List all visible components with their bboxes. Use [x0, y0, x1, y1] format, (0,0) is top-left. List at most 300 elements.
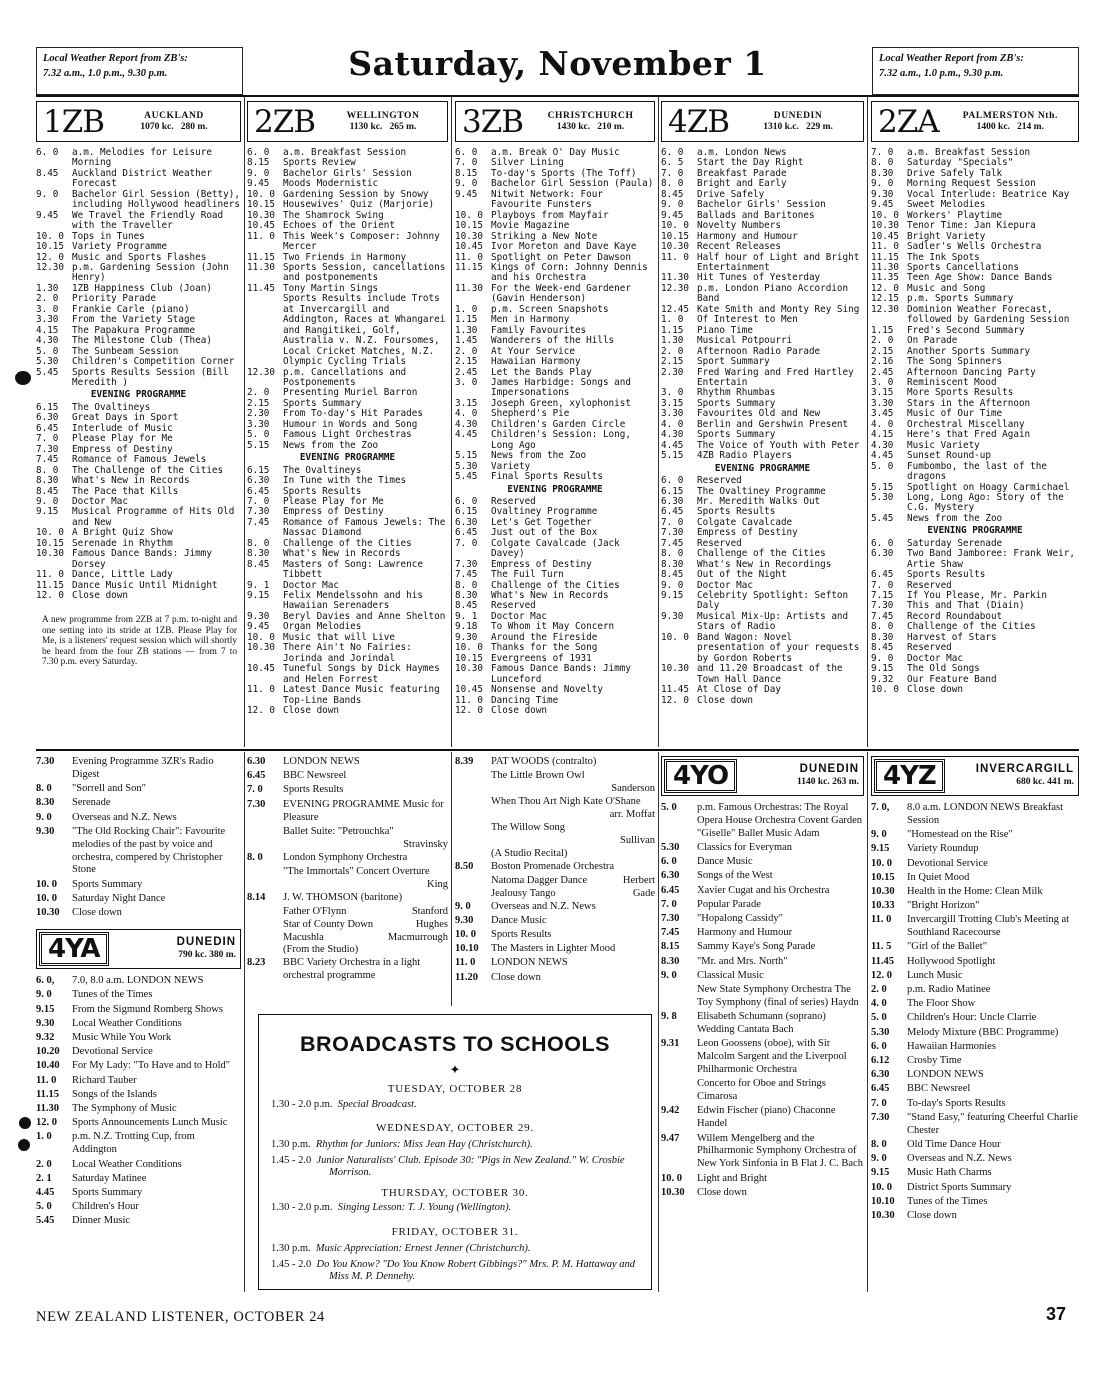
programme-title: Challenge of the Cities — [907, 621, 1036, 633]
programme-time: 2. 0 — [661, 345, 684, 357]
programme-title: Devotional Service — [72, 1046, 153, 1058]
programme-time: 8.45 — [36, 485, 59, 497]
song-title: Father O'Flynn — [283, 905, 347, 917]
programme-item — [455, 591, 655, 601]
programme-time: 9. 0 — [661, 579, 684, 591]
programme-title: Tunes of the Times — [907, 1195, 988, 1207]
piece-title: Ballet Suite: "Petrouchka" — [283, 825, 394, 837]
programme-item — [36, 1018, 241, 1031]
programme-title: Sports Results — [491, 928, 552, 940]
station-call-sign: 2ZB — [254, 103, 316, 140]
programme-time: 9.32 — [36, 1032, 55, 1044]
programme-time: 11. 0 — [871, 914, 892, 926]
programme-time: 9. 0 — [871, 1153, 887, 1165]
weather-note-line2: 7.32 a.m., 1.0 p.m., 9.30 p.m. — [879, 68, 1004, 79]
programme-item — [871, 914, 1079, 940]
programme-time: 11. 0 — [455, 957, 476, 969]
programme-item — [36, 1089, 241, 1102]
programme-item — [661, 927, 864, 940]
programme-item — [455, 284, 655, 305]
programme-item — [247, 518, 448, 539]
programme-title: Famous Dance Bands: Jimmy Lunceford — [491, 663, 631, 685]
programme-item — [247, 294, 448, 367]
programme-time: 4.30 — [36, 335, 59, 347]
programme-title: Joseph Green, xylophonist — [491, 397, 631, 409]
programme-time: 9.30 — [455, 631, 478, 643]
programme-item — [36, 989, 241, 1002]
column-divider — [867, 97, 868, 747]
programme-title: Two Band Jamboree: Frank Weir, Artie Shaw — [907, 548, 1075, 570]
piece-title: "The Immortals" Concert Overture — [283, 865, 430, 877]
programme-title: Colgate Cavalcade — [697, 516, 793, 528]
programme-time: 11.30 — [247, 261, 275, 273]
song-title: The Little Brown Owl — [491, 770, 585, 782]
programme-title: a.m. Breakfast Session — [907, 147, 1031, 158]
station-info — [943, 763, 1074, 789]
programme-title: Dance Music Until Midnight — [72, 579, 218, 591]
programme-time: 10. 0 — [455, 209, 483, 221]
programme-title: Empress of Destiny — [491, 558, 592, 570]
programme-title: Reminiscent Mood — [907, 376, 997, 388]
programme-title: Famous Dance Bands: Jimmy Dorsey — [72, 548, 212, 570]
programme-title: Thanks for the Song — [491, 642, 598, 654]
programme-time: 2.30 — [661, 366, 684, 378]
programme-item — [871, 462, 1079, 483]
programme-time: 2.45 — [871, 366, 894, 378]
programme-title: Breakfast Parade — [697, 167, 787, 179]
programme-title: Music While You Work — [72, 1032, 172, 1044]
programme-title: Berlin and Gershwin Present — [697, 418, 849, 430]
programme-time: 12.30 — [247, 366, 275, 378]
programme-title: Children's Session: Long, Long Ago — [491, 429, 631, 451]
schools-time: 1.30 - 2.0 p.m. — [271, 1202, 333, 1213]
programme-item — [36, 169, 241, 190]
programme-title: Dance Music — [697, 856, 753, 868]
piece-composer: King — [427, 878, 448, 890]
programme-title: a.m. Melodies for Leisure Morning — [72, 147, 212, 169]
programme-time: 5. 0 — [247, 429, 270, 441]
programme-item — [36, 1046, 241, 1059]
programme-time: 10. 0 — [871, 1181, 892, 1193]
programme-time: 10.40 — [36, 1060, 60, 1072]
column-divider — [451, 752, 452, 1006]
programme-title: Reserved — [907, 579, 952, 591]
station-header — [871, 101, 1079, 142]
programme-item — [871, 570, 1079, 580]
song-composer: Sullivan — [619, 834, 655, 846]
programme-title: Nonsense and Novelty — [491, 684, 603, 696]
station-wavelength: 280 m. — [180, 121, 208, 132]
station-wavelength: 214 m. — [1017, 121, 1044, 132]
programme-title: Challenge of the Cities — [491, 579, 620, 591]
programme-title: p.m. London Piano Accordion Band — [697, 282, 849, 305]
programme-time: 9.31 — [661, 1038, 680, 1050]
programme-time: 11. 0 — [247, 230, 275, 242]
programme-item — [661, 970, 864, 983]
schools-desc: Music Appreciation: Ernest Jenner (Christchurch). — [315, 1243, 531, 1254]
programme-time: 7.45 — [661, 927, 680, 939]
programme-time: 11. 0 — [247, 684, 275, 696]
programme-time: 12. 0 — [36, 590, 64, 602]
programme-title: To-day's Sports (The Toff) — [491, 167, 637, 179]
programme-title: The Old Songs — [907, 663, 980, 675]
station-info — [949, 111, 1072, 132]
programme-title: Overseas and N.Z. News — [907, 1153, 1012, 1165]
programme-title: Family Favourites — [491, 324, 587, 336]
programme-title: The Ovaltineys — [283, 464, 362, 476]
programme-time: 9.30 — [455, 914, 474, 926]
weather-note-line1: Local Weather Report from ZB's: — [43, 53, 188, 64]
programme-time: 1.30 — [36, 282, 59, 294]
programme-title: Challenge of the Cities — [697, 548, 826, 560]
programme-time: 1. 0 — [661, 314, 684, 326]
programme-title: Musical Mix-Up: Artists and Stars of Radio — [697, 610, 849, 633]
piece-composer: Herbert — [622, 874, 655, 886]
programme-time: 3.30 — [871, 397, 894, 409]
programme-title: Invercargill Trotting Club's Meeting at Southland Racecourse — [907, 914, 1070, 939]
programme-time: 7. 0 — [871, 1097, 887, 1109]
programme-title: Empress of Destiny — [697, 527, 798, 539]
programme-item — [661, 612, 864, 633]
programme-title: Willem Mengelberg and the Philharmonic Symphony Orchestra of New York Sinfonia in B Flat J. C. Bach — [697, 1132, 863, 1170]
programme-time: 4.45 — [871, 450, 894, 462]
programme-title: Children's Hour: Uncle Clarrie — [907, 1012, 1037, 1024]
programme-time: 5.30 — [871, 491, 894, 503]
programme-title: Sports Summary — [697, 397, 776, 409]
programme-item — [871, 643, 1079, 653]
station-frequency — [114, 122, 234, 132]
programme-item — [871, 956, 1079, 969]
programme-time: 11.30 — [871, 261, 899, 273]
programme-item — [247, 232, 448, 253]
schools-item — [271, 1259, 643, 1283]
programme-time: 9. 0 — [871, 178, 894, 190]
programme-item — [661, 284, 864, 305]
programme-title: Teen Age Show: Dance Bands — [907, 272, 1053, 284]
programme-title: Piano Time — [697, 324, 753, 336]
schools-desc: Junior Naturalists' Club. Episode 30: "Pigs in New Zealand." W. Crosbie Morrison. — [316, 1155, 625, 1178]
programme-item — [455, 539, 655, 560]
song-row — [247, 906, 448, 919]
programme-time: 6.30 — [661, 495, 684, 507]
programme-time: 6.30 — [661, 870, 680, 882]
programme-time: 10. 0 — [661, 1172, 682, 1184]
programme-title: p.m. Gardening Session (John Henry) — [72, 261, 229, 284]
programme-title: Boston Promenade Orchestra — [491, 860, 615, 872]
programme-title: a.m. Breakfast Session — [283, 147, 407, 158]
programme-time: 7. 0 — [661, 167, 684, 179]
station-logo: 4YA — [41, 934, 107, 964]
programme-time: 5.45 — [36, 1215, 55, 1227]
programme-title: From To-day's Hit Parades — [283, 408, 423, 420]
piece-composer: Gade — [632, 887, 655, 899]
weather-note-line1: Local Weather Report from ZB's: — [879, 53, 1024, 64]
programme-time: 8. 0 — [661, 548, 684, 560]
programme-time: 9. 0 — [455, 178, 478, 190]
programme-title: p.m. Sports Summary — [907, 293, 1014, 305]
schools-desc: Singing Lesson: T. J. Young (Wellington). — [337, 1202, 512, 1213]
programme-title: Doctor Mac — [491, 610, 547, 622]
programme-title: Saturday Matinee — [72, 1172, 147, 1184]
programme-item — [871, 305, 1079, 326]
programme-title: Tops in Tunes — [72, 230, 145, 242]
programme-item — [455, 901, 655, 914]
programme-time: 10.33 — [871, 900, 895, 912]
programme-title: Long, Long Ago: Story of the C.G. Mystery — [907, 491, 1064, 514]
programme-item — [661, 913, 864, 926]
programme-time: 8.30 — [871, 167, 894, 179]
programme-title: Classics for Everyman — [697, 842, 793, 854]
programme-title: The Ovaltineys — [72, 401, 151, 413]
programme-time: 9. 0 — [36, 811, 52, 823]
programme-time: 9.15 — [871, 843, 890, 855]
programme-time: 10.20 — [36, 1046, 60, 1058]
programme-item — [247, 784, 448, 797]
programme-item — [871, 1027, 1079, 1040]
programme-time: 8.23 — [247, 957, 266, 969]
programme-item — [871, 493, 1079, 514]
schools-desc: Rhythm for Juniors: Miss Jean Hay (Christchurch). — [315, 1139, 533, 1150]
programme-title: Sports Review — [283, 157, 356, 169]
programme-title: Harmony and Humour — [697, 230, 798, 242]
programme-time: 5.30 — [36, 356, 59, 368]
programme-title: From the Sigmund Romberg Shows — [72, 1003, 223, 1015]
programme-time: 1.15 — [455, 314, 478, 326]
programme-title: Bachelor Girls' Session — [283, 167, 412, 179]
song-title: Star of County Down — [283, 918, 374, 930]
programme-time: 6. 0 — [455, 495, 478, 507]
programme-time: 10.30 — [871, 1210, 895, 1221]
programme-title: Famous Light Orchestras — [283, 429, 412, 441]
programme-item — [36, 756, 241, 782]
programme-time: 10. 0 — [247, 631, 275, 643]
programme-title: Sunset Round-up — [907, 450, 991, 462]
programme-title: This Week's Composer: Johnny Mercer — [283, 230, 440, 253]
programme-title: The Song Spinners — [907, 356, 1003, 368]
programme-time: 6.15 — [36, 401, 59, 413]
studio-note: (From the Studio) — [283, 944, 359, 956]
programme-title: J. W. THOMSON (baritone) — [283, 891, 403, 903]
programme-time: 9.45 — [247, 621, 270, 633]
programme-item — [247, 441, 448, 451]
programme-time: 10. 0 — [36, 527, 64, 539]
programme-time: 4. 0 — [871, 998, 887, 1010]
programme-title: Beryl Davies and Anne Shelton — [283, 610, 446, 622]
programme-title: Reserved — [697, 537, 742, 549]
schools-day: WEDNESDAY, OCTOBER 29. — [376, 1122, 534, 1134]
programme-time: 6. 0, — [36, 975, 55, 987]
programme-title: In Quiet Mood — [907, 871, 970, 883]
programme-item — [455, 943, 655, 956]
programme-title: Sports Results — [907, 569, 986, 581]
station-frequency — [325, 122, 441, 132]
programme-title: Crosby Time — [907, 1055, 962, 1067]
weather-note-left — [36, 47, 243, 95]
programme-title: Doctor Mac — [72, 495, 128, 507]
programme-title: Ballads and Baritones — [697, 209, 815, 221]
programme-time: 8.45 — [661, 569, 684, 581]
programme-time: 6. 0 — [661, 147, 684, 158]
programme-time: 5.15 — [871, 481, 894, 493]
programme-time: 9.30 — [661, 610, 684, 622]
programme-time: 8.45 — [871, 642, 894, 654]
programme-item — [36, 812, 241, 825]
station-info — [533, 111, 648, 132]
programme-time: 11. 0 — [871, 241, 899, 253]
programme-title: Sadler's Wells Orchestra — [907, 241, 1042, 253]
programme-title: Housewives' Quiz (Marjorie) — [283, 199, 435, 211]
programme-time: 7.45 — [247, 516, 270, 528]
programme-time: 3. 0 — [36, 303, 59, 315]
programme-item — [455, 957, 655, 970]
programme-time: 6.45 — [871, 569, 894, 581]
programme-title: Mr. Meredith Walks Out — [697, 495, 821, 507]
programme-item — [661, 664, 864, 685]
programme-title: Silver Lining — [491, 157, 564, 169]
programme-item — [871, 1112, 1079, 1138]
programme-title: Dance, Little Lady — [72, 569, 173, 581]
programme-item — [36, 507, 241, 528]
programme-time: 7.30 — [871, 1111, 890, 1123]
programme-time: 10.15 — [36, 241, 64, 253]
programme-item — [871, 1139, 1079, 1152]
programme-time: 11. 0 — [455, 251, 483, 263]
programme-title: BBC Variety Orchestra in a light orchestral programme — [283, 957, 421, 982]
programme-time: 10. 0 — [871, 209, 899, 221]
programme-time: 10.45 — [247, 663, 275, 675]
programme-item — [455, 601, 655, 611]
programme-title: District Sports Summary — [907, 1181, 1012, 1193]
station-4yo-column — [661, 756, 864, 1276]
programme-time: 11.15 — [455, 261, 483, 273]
programme-title: Vocal Interlude: Beatrice Kay — [907, 188, 1070, 200]
programme-item — [247, 770, 448, 783]
programme-title: Light and Bright — [697, 1172, 767, 1184]
programme-time: 8. 0 — [247, 537, 270, 549]
programme-item — [36, 1117, 241, 1130]
spacer — [36, 921, 241, 929]
programme-time: 5. 0 — [36, 1201, 52, 1213]
programme-title: Challenge of the Cities — [283, 537, 412, 549]
programme-item — [455, 915, 655, 928]
station-city: CHRISTCHURCH — [547, 111, 634, 122]
programme-title: Music Hath Charms — [907, 1167, 992, 1179]
programme-time: 11.15 — [247, 251, 275, 263]
programme-title: Final Sports Results — [491, 471, 603, 483]
programme-item — [661, 451, 864, 461]
programme-title: Saturday "Specials" — [907, 157, 1014, 169]
programme-title: Close down — [697, 694, 753, 706]
programme-title: The Fuil Turn — [491, 569, 564, 581]
programme-item — [36, 1159, 241, 1172]
programme-title: Sports Results — [283, 784, 344, 796]
programme-title: Doctor Mac — [283, 579, 339, 591]
programme-title: Classical Music — [697, 969, 764, 981]
programme-time: 7. 0 — [871, 147, 894, 158]
programme-item — [871, 900, 1079, 913]
station-header — [247, 101, 448, 142]
programme-title: Sport Summary — [697, 356, 770, 368]
schools-item — [271, 1243, 643, 1255]
programme-time: 9. 0 — [871, 829, 887, 841]
programme-time: 6.30 — [871, 1069, 890, 1081]
programme-time: 10. 0 — [36, 892, 57, 904]
programme-title: Musical Programme of Hits Old and New — [72, 506, 235, 528]
programme-time: 12.30 — [661, 282, 689, 294]
programme-title: Around the Fireside — [491, 631, 598, 643]
programme-item — [871, 998, 1079, 1011]
programme-title: James Harbidge: Songs and Impersonations — [491, 376, 631, 399]
programme-item — [661, 984, 864, 1010]
programme-title: Band Wagon: Novel presentation of your requests by Gordon Roberts — [697, 631, 860, 664]
programme-title: Priority Parade — [72, 293, 156, 305]
programme-title: BBC Newsreel — [907, 1083, 971, 1095]
programme-title: Men in Harmony — [491, 314, 570, 326]
piece-row — [455, 875, 655, 888]
piece-title: Jealousy Tango — [491, 887, 556, 899]
programme-time: 8.30 — [247, 548, 270, 560]
programme-title: Xavier Cugat and his Orchestra — [697, 884, 830, 896]
programme-time: 10. 0 — [247, 188, 275, 200]
song-title: Macushla — [283, 931, 324, 943]
programme-item — [36, 826, 241, 878]
station-city: DUNEDIN — [773, 111, 823, 122]
programme-item — [661, 528, 864, 538]
programme-title: Overseas and N.Z. News — [491, 900, 596, 912]
programme-title: Doctor Mac — [697, 579, 753, 591]
programme-title: Dance Music — [491, 914, 547, 926]
programme-time: 8.30 — [661, 558, 684, 570]
song-row — [455, 822, 655, 848]
programme-time: 5. 0 — [661, 802, 677, 813]
programme-item — [36, 368, 241, 389]
station-kc: 1430 kc. — [556, 121, 591, 132]
evening-programme-heading: EVENING PROGRAMME — [90, 389, 187, 401]
programme-title: Please Play for Me — [72, 433, 173, 445]
programme-title: Close down — [697, 1186, 747, 1198]
programme-time: 11.30 — [36, 1103, 60, 1115]
programme-time: 5.45 — [455, 471, 478, 483]
programme-title: The Pace that Kills — [72, 485, 179, 497]
programme-time: 7.30 — [871, 600, 894, 612]
programme-time: 7. 0 — [661, 898, 677, 910]
programme-time: 9.45 — [247, 178, 270, 190]
programme-time: 10.30 — [661, 1186, 685, 1198]
programme-title: "Homestead on the Rise" — [907, 829, 1013, 841]
programme-title: The Symphony of Music — [72, 1103, 177, 1115]
programme-time: 4. 0 — [661, 418, 684, 430]
programme-title: There Ain't No Fairies: Jorinda and Jorindal — [283, 642, 412, 664]
programme-title: Variety — [491, 460, 531, 472]
ink-blot — [15, 371, 31, 385]
programme-title: Variety Roundup — [907, 843, 979, 855]
programme-item — [455, 929, 655, 942]
programme-time: 9. 0 — [36, 989, 52, 1001]
programme-time: 9.30 — [247, 610, 270, 622]
schools-day: FRIDAY, OCTOBER 31. — [391, 1226, 519, 1238]
programme-title: 4ZB Radio Players — [697, 450, 793, 462]
programme-item — [455, 756, 655, 769]
programme-title: Saturday Serenade — [907, 537, 1003, 549]
programme-time: 9. 0 — [247, 167, 270, 179]
song-composer: arr. Moffat — [609, 808, 655, 820]
programme-time: 10. 0 — [455, 642, 483, 654]
programme-time: 2.15 — [247, 397, 270, 409]
programme-title: Close down — [72, 590, 128, 602]
programme-item — [455, 378, 655, 399]
programme-title: Nitwit Network: Four Favourite Funsters — [491, 188, 603, 211]
programme-title: Recent Releases — [697, 241, 781, 253]
